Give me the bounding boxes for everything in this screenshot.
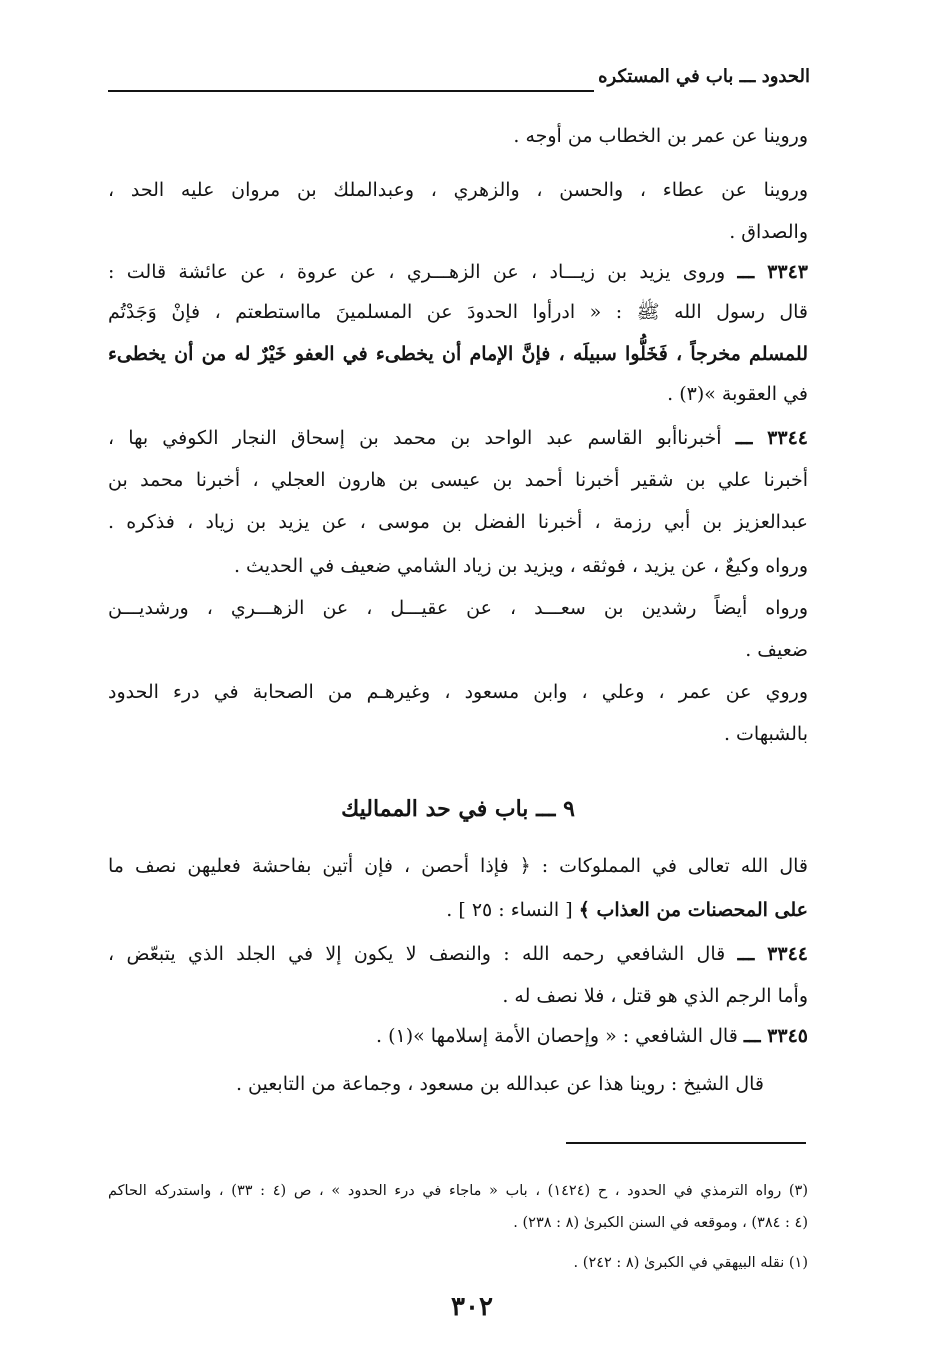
paragraph-line: وأما الرجم الذي هو قتل ، فلا نصف له . bbox=[502, 985, 808, 1007]
running-header: الحدود ـــ باب في المستكره bbox=[598, 66, 810, 87]
hadith-number: ٣٣٤٥ ـــ bbox=[743, 1025, 808, 1047]
footnote-line: (٤ : ٣٨٤) ، وموقعه في السنن الكبرىٰ (٨ : ٢٣٨) . bbox=[513, 1215, 808, 1231]
paragraph-line: ضعيف . bbox=[745, 639, 808, 661]
quran-line: قال الله تعالى في المملوكات : ﴿ فإذا أحصن ، فإن أتين بفاحشة فعليهن نصف ما bbox=[108, 855, 808, 877]
paragraph-line: والصداق . bbox=[729, 221, 808, 243]
header-rule bbox=[108, 90, 594, 92]
hadith-number: ٣٣٤٤ ـــ bbox=[735, 427, 808, 449]
hadith-3343-line: ٣٣٤٣ ـــ وروى يزيد بن زيـــاد ، عن الزهـــري ، عن عروة ، عن عائشة قالت : bbox=[108, 261, 808, 283]
paragraph-line: للمسلم مخرجاً ، فَخَلُّوا سبيلَه ، فإنَّ الإمام أن يخطىء في العفو خَيْرٌ له من أن يخطىء bbox=[108, 343, 808, 365]
section-title: ٩ ـــ باب في حد المماليك bbox=[341, 796, 575, 822]
paragraph-line: عبدالعزيز بن أبي رزمة ، أخبرنا الفضل بن موسى ، عن يزيد بن زياد ، فذكره . bbox=[108, 511, 808, 533]
paragraph-line: ورواه وكيعٌ ، عن يزيد ، فوثقه ، ويزيد بن زياد الشامي ضعيف في الحديث . bbox=[233, 555, 808, 577]
paragraph-line: ورواه أيضاً رشدين بن سعـــد ، عن عقيـــل ، عن الزهـــري ، ورشديـــن bbox=[108, 597, 808, 619]
page-number: ٣٠٢ bbox=[451, 1292, 493, 1322]
hadith-number: ٣٣٤٤ ـــ bbox=[737, 943, 808, 965]
paragraph-line: بالشبهات . bbox=[723, 723, 808, 745]
hadith-3344-line: ٣٣٤٤ ـــ أخبرناأبو القاسم عبد الواحد بن محمد بن إسحاق النجار الكوفي بها ، bbox=[108, 427, 808, 449]
paragraph-line: قال رسول الله ﷺ : « ادرأوا الحدودَ عن المسلمينَ مااستطعتم ، فإنْ وَجَدْتُم bbox=[108, 301, 808, 323]
footnote-line: (١) نقله البيهقي في الكبرىٰ (٨ : ٢٤٢) . bbox=[573, 1255, 808, 1271]
paragraph-line: قال الشيخ : روينا هذا عن عبدالله بن مسعود ، وجماعة من التابعين . bbox=[235, 1073, 764, 1095]
paragraph-line: أخبرنا علي بن شقير أخبرنا أحمد بن عيسى بن هارون العجلي ، أخبرنا محمد بن bbox=[108, 469, 808, 491]
paragraph-line: وروينا عن عطاء ، والحسن ، والزهري ، وعبدالملك بن مروان عليه الحد ، bbox=[108, 179, 808, 201]
paragraph-line: وروينا عن عمر بن الخطاب من أوجه . bbox=[513, 125, 808, 147]
hadith-3344b-line: ٣٣٤٤ ـــ قال الشافعي رحمه الله : والنصف لا يكون إلا في الجلد الذي يتبعّض ، bbox=[108, 943, 808, 965]
paragraph-line: في العقوبة »(٣) . bbox=[667, 383, 808, 405]
footnote-line: (٣) رواه الترمذي في الحدود ، ح (١٤٢٤) ، باب « ماجاء في درء الحدود » ، ص (٤ : ٣٣) ، واستدركه الحاكم bbox=[108, 1183, 808, 1199]
hadith-number: ٣٣٤٣ ـــ bbox=[737, 261, 808, 283]
hadith-3345-line: ٣٣٤٥ ـــ قال الشافعي : « وإحصان الأمة إسلامها »(١) . bbox=[376, 1025, 808, 1047]
paragraph-line: وروي عن عمر ، وعلي ، وابن مسعود ، وغيرهـم من الصحابة في درء الحدود bbox=[108, 681, 808, 703]
footnote-rule bbox=[566, 1142, 806, 1144]
quran-line: على المحصنات من العذاب ﴾ [ النساء : ٢٥ ] . bbox=[446, 899, 808, 921]
